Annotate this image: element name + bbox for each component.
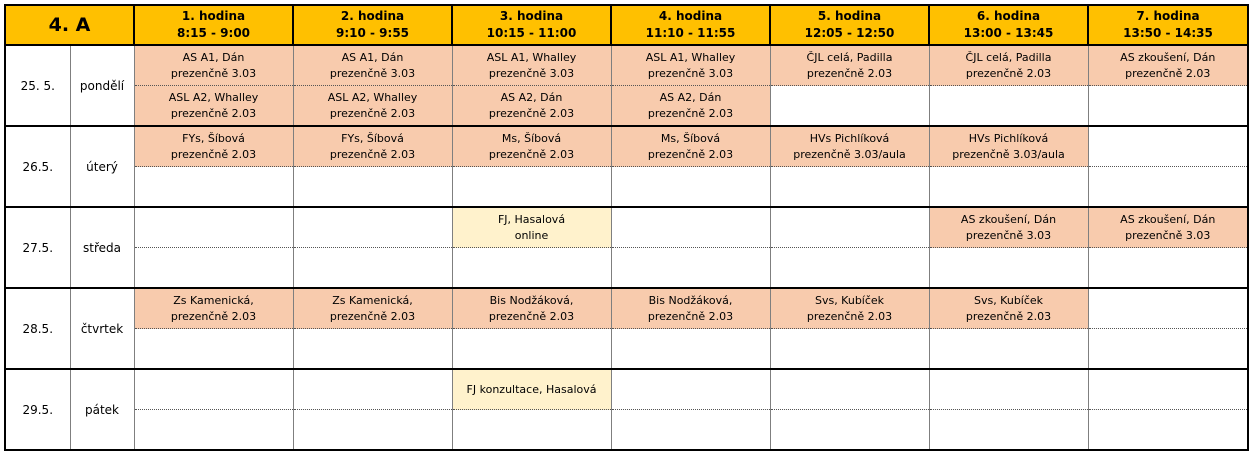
lesson-mode: prezenčně 3.03	[1125, 228, 1211, 242]
lesson-subject: AS A2, Dán	[500, 90, 563, 104]
day-row	[5, 329, 1248, 370]
lesson-mode: prezenčně 2.03	[488, 309, 575, 323]
lesson-subject: AS zkoušení, Dán	[1120, 212, 1216, 226]
lesson-cell	[293, 45, 452, 86]
lesson-cell	[293, 86, 452, 127]
period-header-2	[293, 5, 452, 45]
empty-slot	[134, 410, 293, 451]
lesson-mode: prezenčně 2.03	[170, 309, 257, 323]
lesson-mode: prezenčně 2.03	[806, 309, 893, 323]
empty-slot	[611, 410, 770, 451]
lesson-subject: Bis Nodžáková,	[648, 293, 733, 307]
lesson-cell	[452, 369, 611, 410]
lesson-subject: Ms, Šíbová	[660, 131, 721, 145]
empty-slot	[134, 329, 293, 370]
empty-slot	[1088, 248, 1248, 289]
period-time: 9:10 - 9:55	[336, 26, 410, 40]
lesson-cell	[452, 86, 611, 127]
lesson-cell	[293, 126, 452, 167]
lesson-cell	[611, 288, 770, 329]
lesson-cell	[1088, 207, 1248, 248]
lesson-subject: Ms, Šíbová	[501, 131, 562, 145]
day-row	[5, 167, 1248, 208]
empty-slot	[1088, 86, 1248, 127]
lesson-subject: AS A1, Dán	[182, 50, 245, 64]
empty-slot	[134, 207, 293, 248]
day-row	[5, 410, 1248, 451]
lesson-mode: online	[514, 228, 549, 242]
lesson-subject: ČJL celá, Padilla	[965, 50, 1052, 64]
empty-slot	[1088, 288, 1248, 329]
empty-slot	[293, 329, 452, 370]
empty-slot	[929, 167, 1088, 208]
period-time: 10:15 - 11:00	[486, 26, 577, 40]
lesson-mode: prezenčně 3.03	[647, 66, 734, 80]
lesson-subject: FJ konzultace, Hasalová	[466, 382, 597, 396]
day-date: 28.5.	[5, 288, 70, 369]
lesson-mode: prezenčně 2.03	[488, 106, 575, 120]
day-name: pátek	[70, 369, 134, 450]
day-name: úterý	[70, 126, 134, 207]
empty-slot	[1088, 369, 1248, 410]
lesson-mode: prezenčně 2.03	[329, 147, 416, 161]
lesson-subject: HVs Pichlíková	[968, 131, 1049, 145]
empty-slot	[1088, 167, 1248, 208]
lesson-mode: prezenčně 3.03	[329, 66, 416, 80]
period-header-5	[770, 5, 929, 45]
lesson-mode: prezenčně 2.03	[170, 106, 257, 120]
lesson-subject: Zs Kamenická,	[332, 293, 413, 307]
empty-slot	[134, 369, 293, 410]
lesson-subject: FJ, Hasalová	[497, 212, 566, 226]
lesson-cell	[293, 288, 452, 329]
period-time: 11:10 - 11:55	[645, 26, 736, 40]
period-header-1	[134, 5, 293, 45]
day-name: středa	[70, 207, 134, 288]
empty-slot	[134, 167, 293, 208]
period-header-3	[452, 5, 611, 45]
empty-slot	[293, 207, 452, 248]
lesson-mode: prezenčně 2.03	[806, 66, 893, 80]
lesson-mode: prezenčně 2.03	[965, 66, 1052, 80]
period-name: 3. hodina	[499, 9, 564, 23]
day-date: 26.5.	[5, 126, 70, 207]
lesson-cell	[134, 126, 293, 167]
day-row	[5, 45, 1248, 86]
day-date: 29.5.	[5, 369, 70, 450]
lesson-subject: Svs, Kubíček	[973, 293, 1044, 307]
lesson-subject: ASL A2, Whalley	[327, 90, 418, 104]
lesson-mode: prezenčně 3.03	[965, 228, 1052, 242]
lesson-subject: ASL A2, Whalley	[168, 90, 259, 104]
lesson-subject: ASL A1, Whalley	[486, 50, 577, 64]
day-date: 25. 5.	[5, 45, 70, 126]
empty-slot	[293, 410, 452, 451]
timetable	[4, 4, 1249, 451]
lesson-cell	[929, 207, 1088, 248]
lesson-subject: FYs, Šíbová	[341, 131, 404, 145]
lesson-mode: prezenčně 2.03	[329, 309, 416, 323]
lesson-subject: Svs, Kubíček	[814, 293, 885, 307]
empty-slot	[452, 410, 611, 451]
empty-slot	[770, 369, 929, 410]
day-name: čtvrtek	[70, 288, 134, 369]
lesson-cell	[770, 45, 929, 86]
lesson-mode: prezenčně 2.03	[965, 309, 1052, 323]
empty-slot	[929, 248, 1088, 289]
lesson-mode: prezenčně 2.03	[488, 147, 575, 161]
lesson-mode: prezenčně 2.03	[170, 147, 257, 161]
lesson-cell	[611, 126, 770, 167]
lesson-subject: Bis Nodžáková,	[489, 293, 574, 307]
empty-slot	[929, 86, 1088, 127]
period-header-4	[611, 5, 770, 45]
period-name: 5. hodina	[817, 9, 882, 23]
day-row	[5, 207, 1248, 248]
empty-slot	[611, 207, 770, 248]
period-name: 6. hodina	[976, 9, 1041, 23]
empty-slot	[611, 329, 770, 370]
day-row	[5, 86, 1248, 127]
lesson-cell	[1088, 45, 1248, 86]
day-row	[5, 248, 1248, 289]
lesson-subject: AS zkoušení, Dán	[1120, 50, 1216, 64]
lesson-subject: AS A1, Dán	[341, 50, 404, 64]
lesson-subject: FYs, Šíbová	[182, 131, 245, 145]
lesson-subject: Zs Kamenická,	[173, 293, 254, 307]
lesson-cell	[134, 288, 293, 329]
lesson-subject: AS zkoušení, Dán	[960, 212, 1057, 226]
period-name: 1. hodina	[181, 9, 246, 23]
lesson-cell	[134, 86, 293, 127]
day-row	[5, 288, 1248, 329]
lesson-mode: prezenčně 2.03	[647, 309, 734, 323]
class-label: 4. A	[5, 5, 134, 45]
period-time: 13:50 - 14:35	[1123, 26, 1213, 40]
empty-slot	[293, 167, 452, 208]
header-row	[5, 5, 1248, 45]
empty-slot	[293, 248, 452, 289]
empty-slot	[770, 207, 929, 248]
lesson-mode: prezenčně 2.03	[647, 106, 734, 120]
lesson-mode: prezenčně 2.03	[329, 106, 416, 120]
empty-slot	[452, 167, 611, 208]
empty-slot	[929, 410, 1088, 451]
empty-slot	[929, 369, 1088, 410]
empty-slot	[452, 248, 611, 289]
day-name: pondělí	[70, 45, 134, 126]
lesson-cell	[929, 288, 1088, 329]
empty-slot	[611, 248, 770, 289]
lesson-cell	[929, 45, 1088, 86]
lesson-subject: ASL A1, Whalley	[645, 50, 736, 64]
empty-slot	[770, 410, 929, 451]
lesson-mode: prezenčně 3.03/aula	[952, 147, 1065, 161]
lesson-cell	[452, 126, 611, 167]
empty-slot	[770, 248, 929, 289]
empty-slot	[611, 369, 770, 410]
lesson-subject: AS A2, Dán	[659, 90, 722, 104]
empty-slot	[770, 167, 929, 208]
period-name: 7. hodina	[1136, 9, 1200, 23]
lesson-subject: ČJL celá, Padilla	[806, 50, 893, 64]
lesson-cell	[611, 86, 770, 127]
empty-slot	[770, 329, 929, 370]
lesson-cell	[452, 207, 611, 248]
lesson-mode: prezenčně 3.03	[170, 66, 257, 80]
day-row	[5, 126, 1248, 167]
empty-slot	[452, 329, 611, 370]
period-name: 4. hodina	[658, 9, 723, 23]
empty-slot	[929, 329, 1088, 370]
day-date: 27.5.	[5, 207, 70, 288]
period-name: 2. hodina	[340, 9, 405, 23]
lesson-mode: prezenčně 2.03	[647, 147, 734, 161]
empty-slot	[293, 369, 452, 410]
lesson-mode: prezenčně 3.03/aula	[793, 147, 906, 161]
timetable-body	[5, 5, 1248, 450]
empty-slot	[1088, 410, 1248, 451]
empty-slot	[134, 248, 293, 289]
period-time: 12:05 - 12:50	[804, 26, 895, 40]
lesson-cell	[452, 45, 611, 86]
lesson-mode: prezenčně 3.03	[488, 66, 575, 80]
lesson-subject: HVs Pichlíková	[809, 131, 890, 145]
period-header-7	[1088, 5, 1248, 45]
empty-slot	[611, 167, 770, 208]
empty-slot	[1088, 126, 1248, 167]
empty-slot	[1088, 329, 1248, 370]
lesson-cell	[929, 126, 1088, 167]
lesson-cell	[770, 288, 929, 329]
lesson-cell	[134, 45, 293, 86]
day-row	[5, 369, 1248, 410]
lesson-cell	[770, 126, 929, 167]
lesson-cell	[452, 288, 611, 329]
lesson-cell	[611, 45, 770, 86]
period-time: 13:00 - 13:45	[963, 26, 1054, 40]
period-header-6	[929, 5, 1088, 45]
lesson-mode: prezenčně 2.03	[1125, 66, 1211, 80]
period-time: 8:15 - 9:00	[177, 26, 251, 40]
empty-slot	[770, 86, 929, 127]
